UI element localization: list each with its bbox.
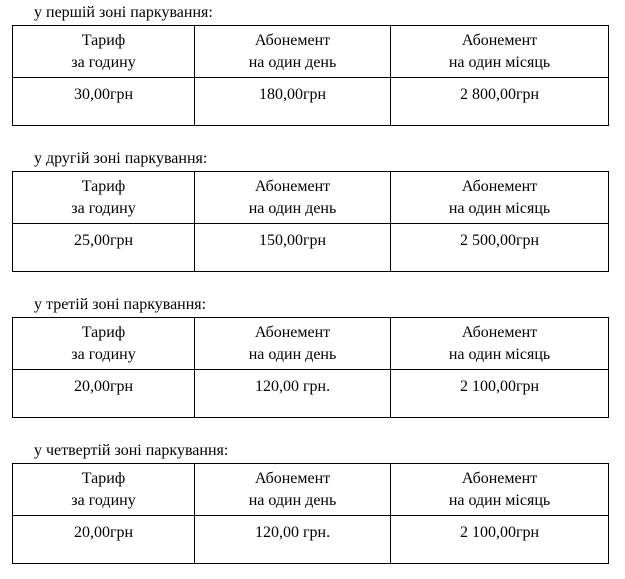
- daily-pass-header: Абонемент на один день: [195, 26, 391, 78]
- monthly-pass-header: Абонемент на один місяць: [391, 318, 609, 370]
- table-row: [13, 370, 609, 418]
- monthly-pass-header: Абонемент на один місяць: [391, 26, 609, 78]
- hourly-rate-value: 20,00грн: [13, 516, 195, 564]
- hourly-rate-header: Тариф за годину: [13, 464, 195, 516]
- zone-3-caption: у третій зоні паркування:: [34, 296, 207, 313]
- zone-1-tariff-table: [12, 25, 609, 126]
- daily-pass-value: 120,00 грн.: [195, 516, 391, 564]
- table-header-row: [13, 172, 609, 224]
- zone-1-caption: у першій зоні паркування:: [34, 4, 213, 21]
- monthly-pass-header: Абонемент на один місяць: [391, 464, 609, 516]
- hourly-rate-header: Тариф за годину: [13, 318, 195, 370]
- monthly-pass-value: 2 500,00грн: [391, 224, 609, 272]
- daily-pass-value: 120,00 грн.: [195, 370, 391, 418]
- daily-pass-header: Абонемент на один день: [195, 464, 391, 516]
- hourly-rate-value: 30,00грн: [13, 78, 195, 126]
- monthly-pass-value: 2 100,00грн: [391, 370, 609, 418]
- table-row: [13, 224, 609, 272]
- hourly-rate-value: 20,00грн: [13, 370, 195, 418]
- hourly-rate-header: Тариф за годину: [13, 172, 195, 224]
- daily-pass-value: 150,00грн: [195, 224, 391, 272]
- hourly-rate-value: 25,00грн: [13, 224, 195, 272]
- daily-pass-header: Абонемент на один день: [195, 318, 391, 370]
- monthly-pass-value: 2 800,00грн: [391, 78, 609, 126]
- table-row: [13, 78, 609, 126]
- zone-2-tariff-table: [12, 171, 609, 272]
- zone-4-caption: у четвертій зоні паркування:: [34, 442, 229, 459]
- table-header-row: [13, 464, 609, 516]
- zone-3-tariff-table: [12, 317, 609, 418]
- zone-2-caption: у другій зоні паркування:: [34, 150, 208, 167]
- daily-pass-value: 180,00грн: [195, 78, 391, 126]
- monthly-pass-header: Абонемент на один місяць: [391, 172, 609, 224]
- monthly-pass-value: 2 100,00грн: [391, 516, 609, 564]
- hourly-rate-header: Тариф за годину: [13, 26, 195, 78]
- daily-pass-header: Абонемент на один день: [195, 172, 391, 224]
- zone-4-tariff-table: [12, 463, 609, 564]
- table-header-row: [13, 318, 609, 370]
- table-row: [13, 516, 609, 564]
- table-header-row: [13, 26, 609, 78]
